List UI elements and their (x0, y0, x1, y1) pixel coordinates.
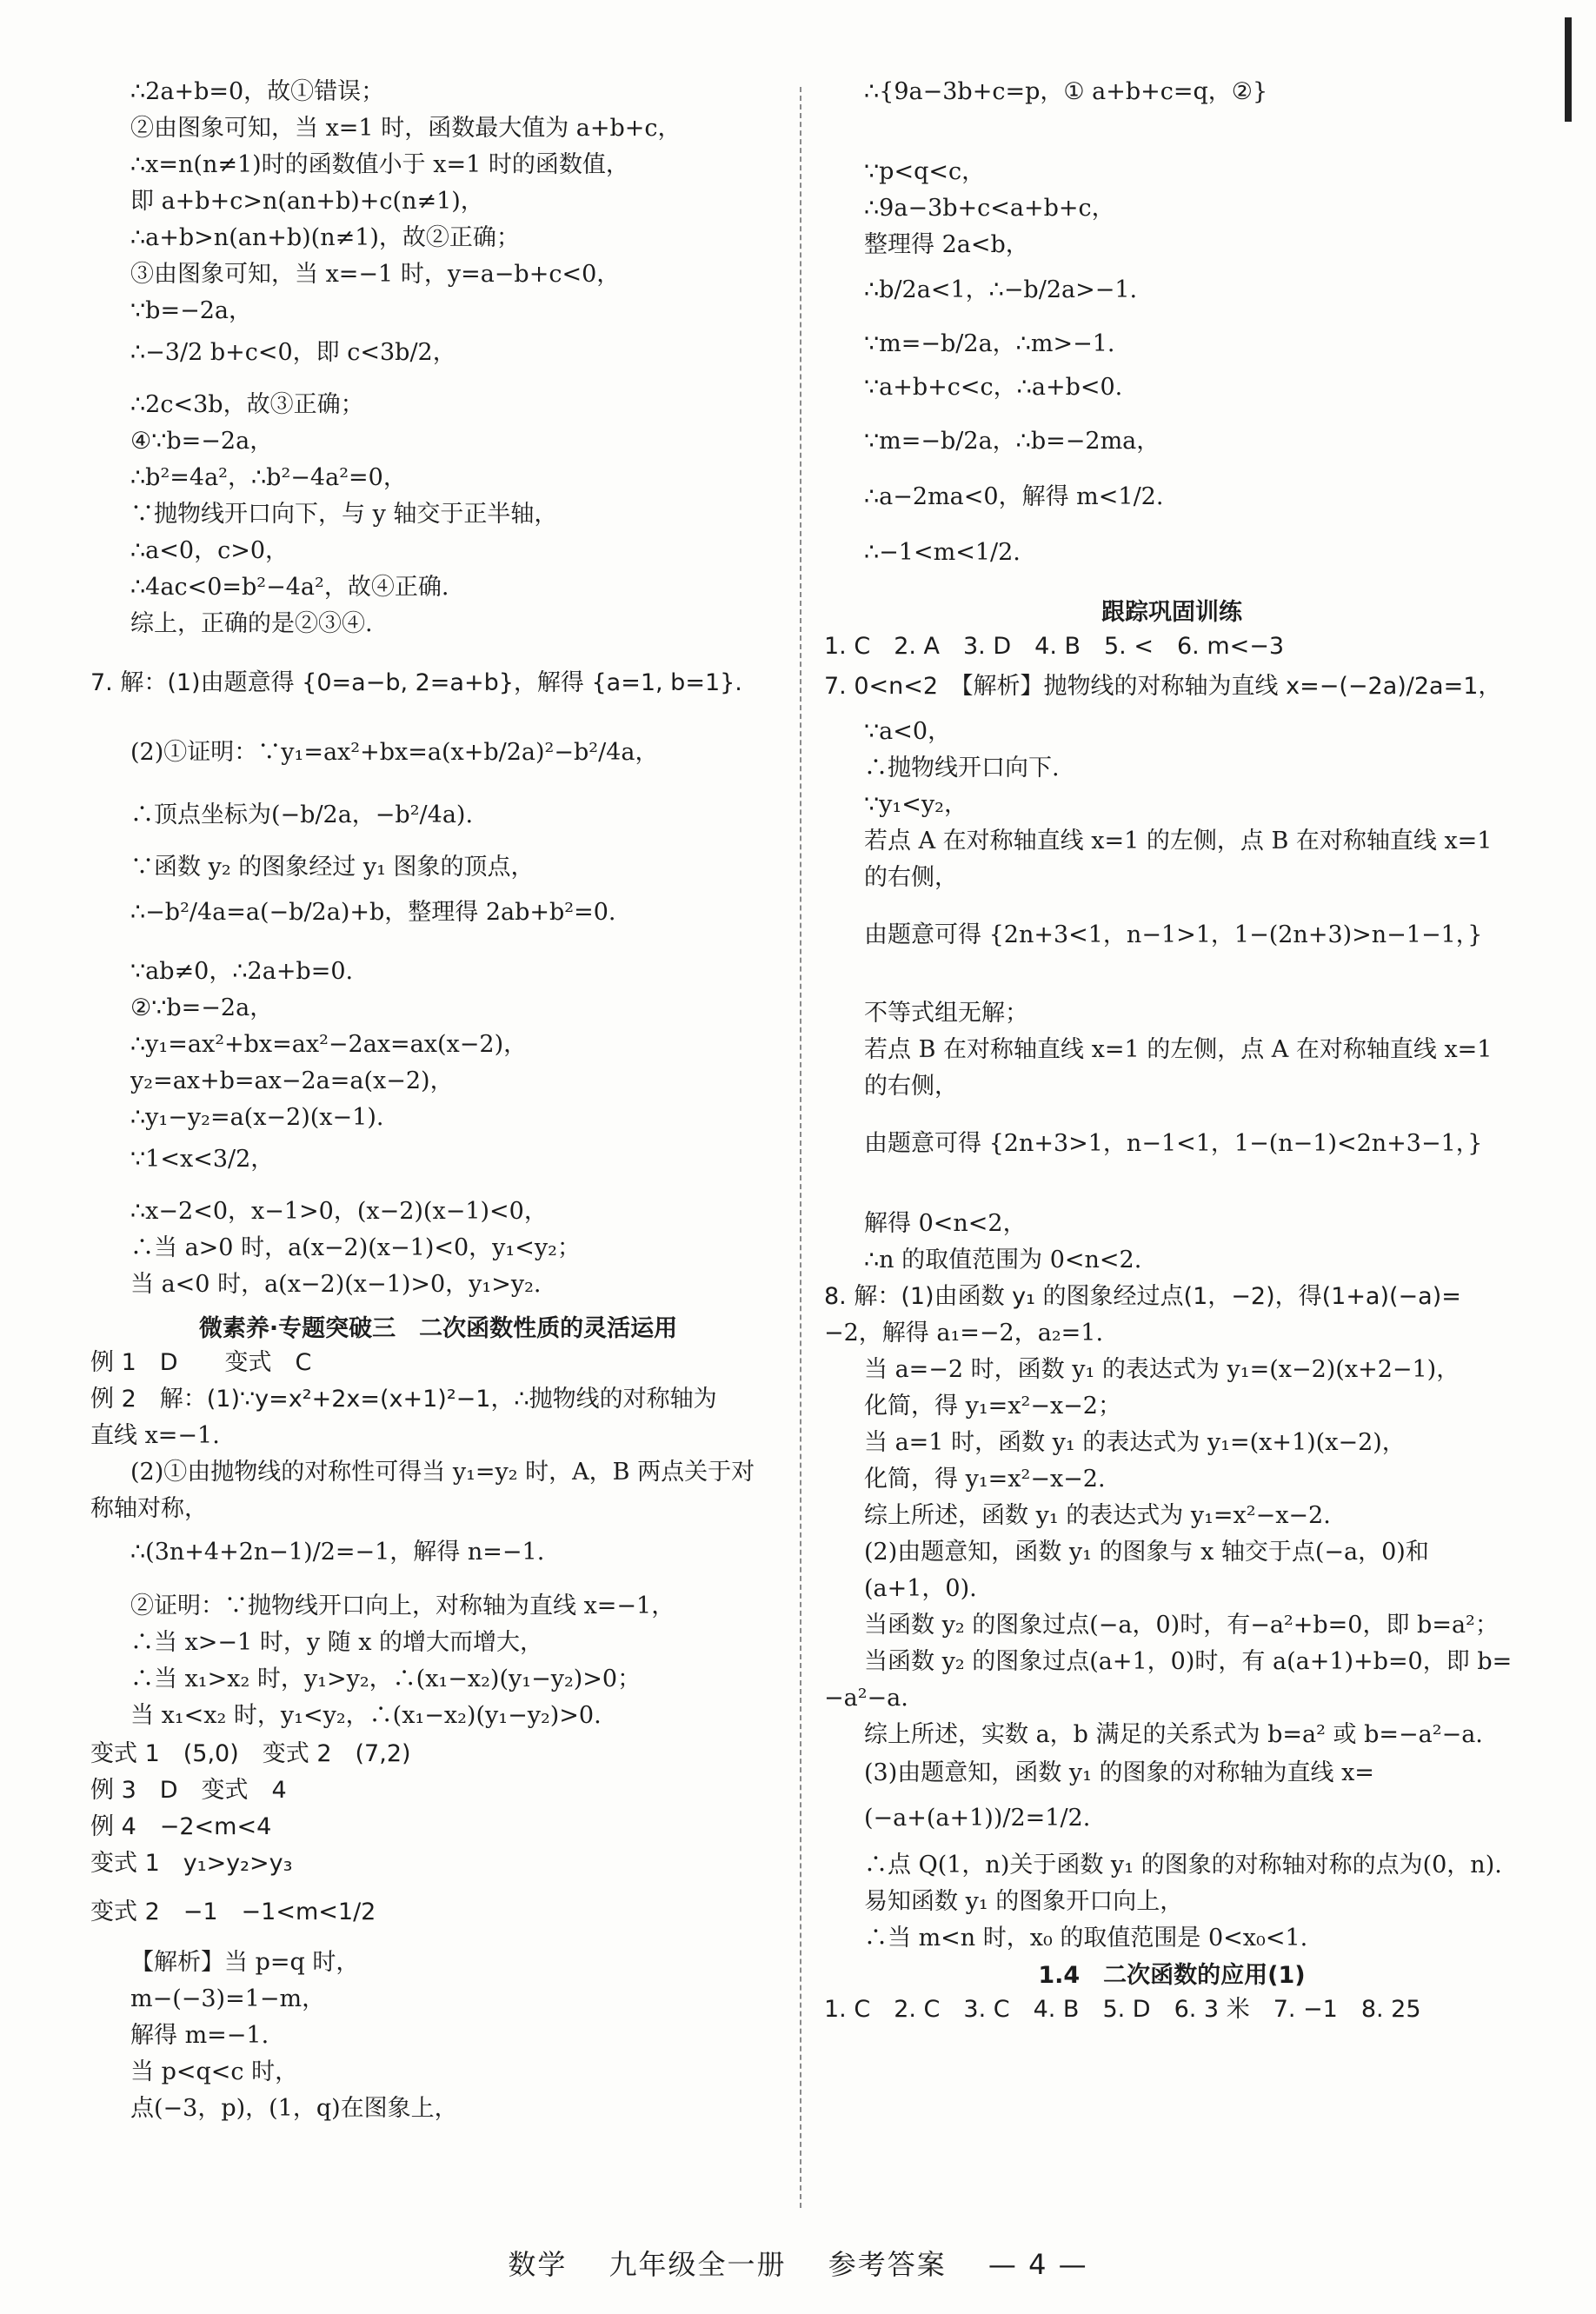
left-line-23: y₂=ax+b=ax−2a=a(x−2)， (130, 1067, 454, 1094)
left-line-20: ∵ab≠0，∴2a+b=0. (130, 958, 354, 985)
left-line-30: 例 1 D 变式 C (90, 1349, 312, 1376)
right-line-12: 7. 0<n<2 【解析】抛物线的对称轴为直线 x=−(−2a)/2a=1， (824, 673, 1502, 700)
right-line-0: ∴{9a−3b+c=p，① a+b+c=q，②} (864, 78, 1268, 105)
left-line-27: ∴当 a>0 时，a(x−2)(x−1)<0，y₁<y₂； (130, 1234, 581, 1261)
footer-page-number: — 4 — (988, 2248, 1088, 2281)
right-line-44: 1. C 2. C 3. C 4. B 5. D 6. 3 米 7. −1 8. 25 (824, 1996, 1421, 2023)
right-line-42: ∴当 m<n 时，x₀ 的取值范围是 0<x₀<1. (864, 1925, 1308, 1952)
right-line-14: ∴抛物线开口向下. (864, 755, 1060, 781)
right-line-29: 当 a=1 时，函数 y₁ 的表达式为 y₁=(x+1)(x−2)， (864, 1429, 1406, 1456)
left-line-26: ∴x−2<0，x−1>0，(x−2)(x−1)<0， (130, 1198, 548, 1225)
left-line-29: 微素养·专题突破三 二次函数性质的灵活运用 (198, 1315, 678, 1342)
right-line-13: ∵a<0， (864, 718, 952, 745)
right-line-1: ∵p<q<c， (864, 158, 986, 185)
footer-subject: 数学 (508, 2248, 568, 2281)
right-line-20: 若点 B 在对称轴直线 x=1 的左侧，点 A 在对称轴直线 x=1 (864, 1036, 1493, 1063)
column-divider (800, 87, 801, 2208)
right-line-19: 不等式组无解； (864, 1000, 1028, 1027)
left-line-14: 综上，正确的是②③④. (130, 610, 373, 637)
right-line-8: ∴a−2ma<0，解得 m<1/2. (864, 483, 1164, 510)
right-line-38: (3)由题意知，函数 y₁ 的图象的对称轴为直线 x= (864, 1759, 1374, 1786)
left-line-4: ∴a+b>n(an+b)(n≠1)，故②正确； (130, 224, 520, 251)
right-line-6: ∵a+b+c<c，∴a+b<0. (864, 374, 1123, 401)
left-line-9: ④∵b=−2a， (130, 428, 274, 455)
left-line-34: 称轴对称， (90, 1495, 208, 1522)
left-line-31: 例 2 解：(1)∵y=x²+2x=(x+1)²−1，∴抛物线的对称轴为 (90, 1386, 717, 1413)
right-line-27: 当 a=−2 时，函数 y₁ 的表达式为 y₁=(x−2)(x+2−1)， (864, 1356, 1460, 1383)
footer-section: 参考答案 (828, 2248, 947, 2281)
right-line-4: ∴b/2a<1，∴−b/2a>−1. (864, 276, 1138, 303)
right-line-15: ∵y₁<y₂， (864, 791, 968, 818)
left-line-49: 点(−3，p)，(1，q)在图象上， (130, 2095, 458, 2122)
right-line-10: 跟踪巩固训练 (1101, 599, 1242, 626)
left-line-40: 变式 1 (5,0) 变式 2 (7,2) (90, 1740, 411, 1767)
right-line-32: (2)由题意知，函数 y₁ 的图象与 x 轴交于点(−a，0)和 (864, 1539, 1429, 1566)
right-line-30: 化简，得 y₁=x²−x−2. (864, 1466, 1106, 1493)
right-line-5: ∵m=−b/2a，∴m>−1. (864, 330, 1115, 357)
left-line-32: 直线 x=−1. (90, 1422, 220, 1449)
right-line-41: 易知函数 y₁ 的图象开口向上， (864, 1888, 1184, 1915)
left-line-7: ∴−3/2 b+c<0，即 c<3b/2， (130, 339, 456, 366)
left-line-28: 当 a<0 时，a(x−2)(x−1)>0，y₁>y₂. (130, 1271, 542, 1298)
left-line-33: (2)①由抛物线的对称性可得当 y₁=y₂ 时，A，B 两点关于对 (130, 1459, 755, 1486)
left-line-43: 变式 1 y₁>y₂>y₃ (90, 1850, 293, 1877)
left-line-41: 例 3 D 变式 4 (90, 1777, 287, 1804)
left-line-21: ②∵b=−2a， (130, 994, 274, 1021)
right-line-26: −2，解得 a₁=−2，a₂=1. (824, 1320, 1104, 1347)
left-line-15: 7. 解：(1)由题意得 {0=a−b, 2=a+b}，解得 {a=1, b=1}. (90, 669, 742, 696)
left-line-12: ∴a<0，c>0， (130, 537, 289, 564)
right-line-39: (−a+(a+1))/2=1/2. (864, 1805, 1091, 1832)
left-line-36: ②证明：∵抛物线开口向上，对称轴为直线 x=−1， (130, 1593, 675, 1619)
left-line-39: 当 x₁<x₂ 时，y₁<y₂，∴(x₁−x₂)(y₁−y₂)>0. (130, 1702, 602, 1729)
left-line-0: ∴2a+b=0，故①错误； (130, 78, 385, 105)
left-line-2: ∴x=n(n≠1)时的函数值小于 x=1 时的函数值， (130, 151, 629, 178)
footer-grade: 九年级全一册 (608, 2248, 787, 2281)
right-line-37: 综上所述，实数 a，b 满足的关系式为 b=a² 或 b=−a²−a. (864, 1721, 1483, 1748)
right-line-36: −a²−a. (824, 1685, 908, 1712)
left-line-1: ②由图象可知，当 x=1 时，函数最大值为 a+b+c， (130, 115, 682, 142)
right-line-17: 的右侧， (864, 864, 958, 891)
right-line-21: 的右侧， (864, 1073, 958, 1100)
left-line-25: ∵1<x<3/2， (130, 1146, 275, 1173)
right-line-40: ∴点 Q(1，n)关于函数 y₁ 的图象的对称轴对称的点为(0，n). (864, 1852, 1502, 1878)
left-line-37: ∴当 x>−1 时，y 随 x 的增大而增大， (130, 1629, 544, 1656)
right-line-23: 解得 0<n<2， (864, 1210, 1027, 1237)
left-line-24: ∴y₁−y₂=a(x−2)(x−1). (130, 1104, 384, 1131)
right-line-11: 1. C 2. A 3. D 4. B 5. < 6. m<−3 (824, 633, 1285, 660)
left-line-48: 当 p<q<c 时， (130, 2058, 299, 2085)
left-line-5: ③由图象可知，当 x=−1 时，y=a−b+c<0， (130, 261, 621, 288)
right-line-22: 由题意可得 {2n+3>1，n−1<1，1−(n−1)<2n+3−1，} (864, 1130, 1483, 1157)
left-line-10: ∴b²=4a²，∴b²−4a²=0， (130, 464, 407, 491)
left-line-46: m−(−3)=1−m， (130, 1985, 326, 2012)
right-line-25: 8. 解：(1)由函数 y₁ 的图象经过点(1，−2)，得(1+a)(−a)= (824, 1283, 1461, 1310)
left-line-16: (2)①证明：∵y₁=ax²+bx=a(x+b/2a)²−b²/4a， (130, 739, 659, 766)
left-line-6: ∵b=−2a， (130, 297, 252, 324)
left-line-38: ∴当 x₁>x₂ 时，y₁>y₂，∴(x₁−x₂)(y₁−y₂)>0； (130, 1666, 642, 1692)
left-line-44: 变式 2 −1 −1<m<1/2 (90, 1898, 376, 1925)
left-line-35: ∴(3n+4+2n−1)/2=−1，解得 n=−1. (130, 1539, 545, 1566)
left-line-8: ∴2c<3b，故③正确； (130, 391, 364, 418)
left-line-45: 【解析】当 p=q 时， (130, 1949, 360, 1976)
right-line-43: 1.4 二次函数的应用(1) (1038, 1962, 1306, 1989)
right-line-31: 综上所述，函数 y₁ 的表达式为 y₁=x²−x−2. (864, 1502, 1331, 1529)
left-line-19: ∴−b²/4a=a(−b/2a)+b，整理得 2ab+b²=0. (130, 899, 616, 926)
left-line-3: 即 a+b+c>n(an+b)+c(n≠1)， (130, 188, 484, 215)
right-line-9: ∴−1<m<1/2. (864, 539, 1021, 566)
page-footer (0, 2243, 1596, 2283)
right-line-35: 当函数 y₂ 的图象过点(a+1，0)时，有 a(a+1)+b=0，即 b= (864, 1648, 1513, 1675)
right-line-34: 当函数 y₂ 的图象过点(−a，0)时，有−a²+b=0，即 b=a²； (864, 1612, 1499, 1639)
left-line-22: ∴y₁=ax²+bx=ax²−2ax=ax(x−2)， (130, 1031, 528, 1058)
page-edge-mark (1565, 17, 1572, 122)
left-line-13: ∴4ac<0=b²−4a²，故④正确. (130, 574, 449, 601)
right-line-24: ∴n 的取值范围为 0<n<2. (864, 1247, 1142, 1273)
right-line-16: 若点 A 在对称轴直线 x=1 的左侧，点 B 在对称轴直线 x=1 (864, 828, 1493, 854)
right-line-33: (a+1，0). (864, 1575, 977, 1602)
right-line-7: ∵m=−b/2a，∴b=−2ma， (864, 428, 1160, 455)
right-line-28: 化简，得 y₁=x²−x−2； (864, 1393, 1121, 1420)
left-line-17: ∴顶点坐标为(−b/2a，−b²/4a). (130, 801, 474, 828)
left-line-11: ∵抛物线开口向下，与 y 轴交于正半轴， (130, 501, 558, 528)
right-line-2: ∴9a−3b+c<a+b+c， (864, 195, 1115, 222)
left-line-18: ∵函数 y₂ 的图象经过 y₁ 图象的顶点， (130, 854, 535, 881)
left-line-42: 例 4 −2<m<4 (90, 1813, 272, 1840)
right-line-18: 由题意可得 {2n+3<1，n−1>1，1−(2n+3)>n−1−1，} (864, 921, 1483, 948)
left-line-47: 解得 m=−1. (130, 2022, 269, 2049)
right-line-3: 整理得 2a<b， (864, 231, 1029, 258)
